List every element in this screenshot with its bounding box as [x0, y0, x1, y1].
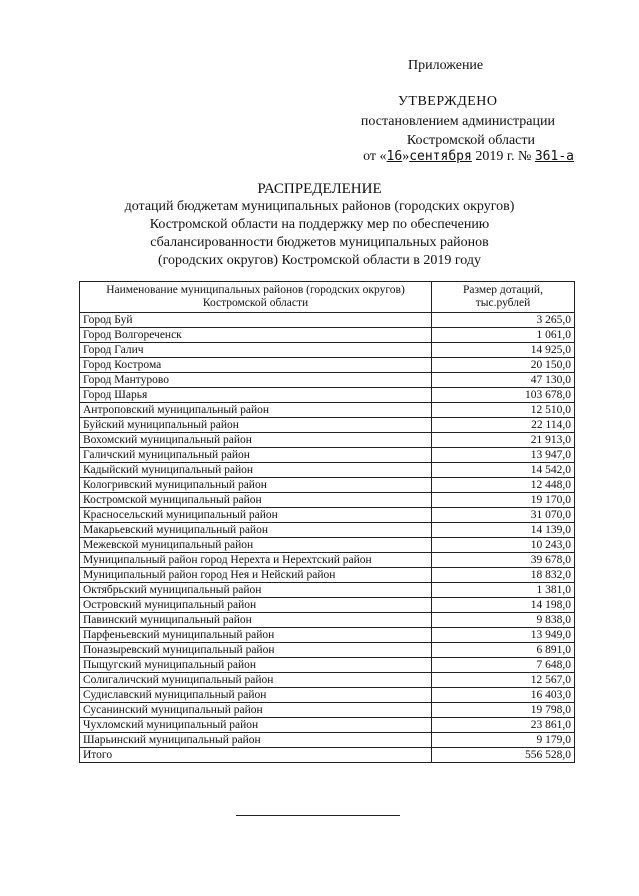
- row-name: Итого: [80, 748, 432, 763]
- table-row: [80, 688, 575, 703]
- row-name: Город Волгореченск: [80, 328, 432, 343]
- row-name: Вохомский муниципальный район: [80, 433, 432, 448]
- row-name: Судиславский муниципальный район: [80, 688, 432, 703]
- table-row: [80, 658, 575, 673]
- table-row: [80, 343, 575, 358]
- approved-line-2: Костромской области: [406, 133, 535, 148]
- row-name: Кологривский муниципальный район: [80, 478, 432, 493]
- table-row: [80, 373, 575, 388]
- row-amount: 9 179,0: [432, 733, 575, 748]
- row-amount: 21 913,0: [432, 433, 575, 448]
- row-amount: 12 448,0: [432, 478, 575, 493]
- row-amount: 13 949,0: [432, 628, 575, 643]
- row-name: Город Буй: [80, 313, 432, 328]
- table-row: [80, 613, 575, 628]
- table-row: [80, 508, 575, 523]
- row-amount: 1 381,0: [432, 583, 575, 598]
- row-amount: 18 832,0: [432, 568, 575, 583]
- row-name: Муниципальный район город Нея и Нейский район: [80, 568, 432, 583]
- row-amount: 22 114,0: [432, 418, 575, 433]
- table-row: [80, 448, 575, 463]
- row-name: Чухломский муниципальный район: [80, 718, 432, 733]
- document-title: РАСПРЕДЕЛЕНИЕ: [257, 181, 382, 197]
- closing-line: [236, 815, 400, 816]
- table-row: [80, 463, 575, 478]
- row-amount: 19 798,0: [432, 703, 575, 718]
- table-body: [80, 313, 575, 763]
- table-row: [80, 673, 575, 688]
- row-amount: 12 510,0: [432, 403, 575, 418]
- date-month: сентября: [409, 149, 472, 164]
- table-row: [80, 718, 575, 733]
- approved-line-1: постановлением администрации: [360, 114, 555, 129]
- table-row: [80, 628, 575, 643]
- row-amount: 7 648,0: [432, 658, 575, 673]
- row-name: Буйский муниципальный район: [80, 418, 432, 433]
- subsidy-table: [79, 281, 575, 763]
- row-amount: 23 861,0: [432, 718, 575, 733]
- table-row: [80, 418, 575, 433]
- row-amount: 103 678,0: [432, 388, 575, 403]
- row-name: Галичский муниципальный район: [80, 448, 432, 463]
- table-header-row: [80, 282, 575, 313]
- date-mid: »: [402, 149, 410, 164]
- row-amount: 16 403,0: [432, 688, 575, 703]
- table-row: [80, 328, 575, 343]
- row-name: Макарьевский муниципальный район: [80, 523, 432, 538]
- row-amount: 556 528,0: [432, 748, 575, 763]
- row-name: Межевской муниципальный район: [80, 538, 432, 553]
- row-name: Кадыйский муниципальный район: [80, 463, 432, 478]
- row-name: Муниципальный район город Нерехта и Нерехтский район: [80, 553, 432, 568]
- row-amount: 14 139,0: [432, 523, 575, 538]
- date-suffix: 2019 г. №: [471, 149, 535, 164]
- row-name: Поназыревский муниципальный район: [80, 643, 432, 658]
- table-row: [80, 553, 575, 568]
- subtitle-line: Костромской области на поддержку мер по обеспечению: [149, 217, 490, 232]
- subtitle-line: дотаций бюджетам муниципальных районов (городских округов): [124, 199, 515, 214]
- row-name: Город Кострома: [80, 358, 432, 373]
- date-prefix: от «: [363, 149, 387, 164]
- column-header-name: Наименование муниципальных районов (городских округов) Костромской области: [80, 282, 432, 313]
- row-amount: 14 198,0: [432, 598, 575, 613]
- table-row: [80, 733, 575, 748]
- row-name: Красносельский муниципальный район: [80, 508, 432, 523]
- row-amount: 47 130,0: [432, 373, 575, 388]
- row-amount: 19 170,0: [432, 493, 575, 508]
- table-row: [80, 748, 575, 763]
- row-name: Октябрьский муниципальный район: [80, 583, 432, 598]
- row-name: Пыщугский муниципальный район: [80, 658, 432, 673]
- row-amount: 12 567,0: [432, 673, 575, 688]
- table-row: [80, 388, 575, 403]
- row-amount: 10 243,0: [432, 538, 575, 553]
- subtitle-line: сбалансированности бюджетов муниципальных районов: [150, 235, 489, 250]
- row-name: Сусанинский муниципальный район: [80, 703, 432, 718]
- row-name: Островский муниципальный район: [80, 598, 432, 613]
- column-header-amount: Размер дотаций, тыс.рублей: [432, 282, 575, 313]
- row-name: Павинский муниципальный район: [80, 613, 432, 628]
- row-amount: 14 542,0: [432, 463, 575, 478]
- table-row: [80, 568, 575, 583]
- row-name: Шарьинский муниципальный район: [80, 733, 432, 748]
- row-amount: 3 265,0: [432, 313, 575, 328]
- table-row: [80, 703, 575, 718]
- row-amount: 31 070,0: [432, 508, 575, 523]
- date-day: 16: [386, 149, 403, 164]
- row-name: Город Шарья: [80, 388, 432, 403]
- row-amount: 14 925,0: [432, 343, 575, 358]
- table-row: [80, 493, 575, 508]
- table-row: [80, 403, 575, 418]
- row-name: Город Мантурово: [80, 373, 432, 388]
- row-amount: 1 061,0: [432, 328, 575, 343]
- row-name: Антроповский муниципальный район: [80, 403, 432, 418]
- table-row: [80, 313, 575, 328]
- row-name: Парфеньевский муниципальный район: [80, 628, 432, 643]
- table-row: [80, 583, 575, 598]
- row-amount: 9 838,0: [432, 613, 575, 628]
- approved-heading: УТВЕРЖДЕНО: [398, 94, 498, 109]
- table-row: [80, 643, 575, 658]
- row-name: Костромской муниципальный район: [80, 493, 432, 508]
- row-name: Город Галич: [80, 343, 432, 358]
- row-amount: 13 947,0: [432, 448, 575, 463]
- row-amount: 6 891,0: [432, 643, 575, 658]
- row-amount: 39 678,0: [432, 553, 575, 568]
- table-row: [80, 598, 575, 613]
- table-row: [80, 538, 575, 553]
- approval-date-line: [0, 149, 574, 165]
- table-row: [80, 433, 575, 448]
- table-row: [80, 523, 575, 538]
- table-row: [80, 478, 575, 493]
- row-name: Солигаличский муниципальный район: [80, 673, 432, 688]
- subtitle-line: (городских округов) Костромской области в 2019 году: [158, 253, 481, 268]
- row-amount: 20 150,0: [432, 358, 575, 373]
- table-row: [80, 358, 575, 373]
- appendix-label: Приложение: [408, 58, 484, 73]
- document-number: 361-а: [534, 149, 574, 164]
- document-subtitle: [0, 198, 639, 270]
